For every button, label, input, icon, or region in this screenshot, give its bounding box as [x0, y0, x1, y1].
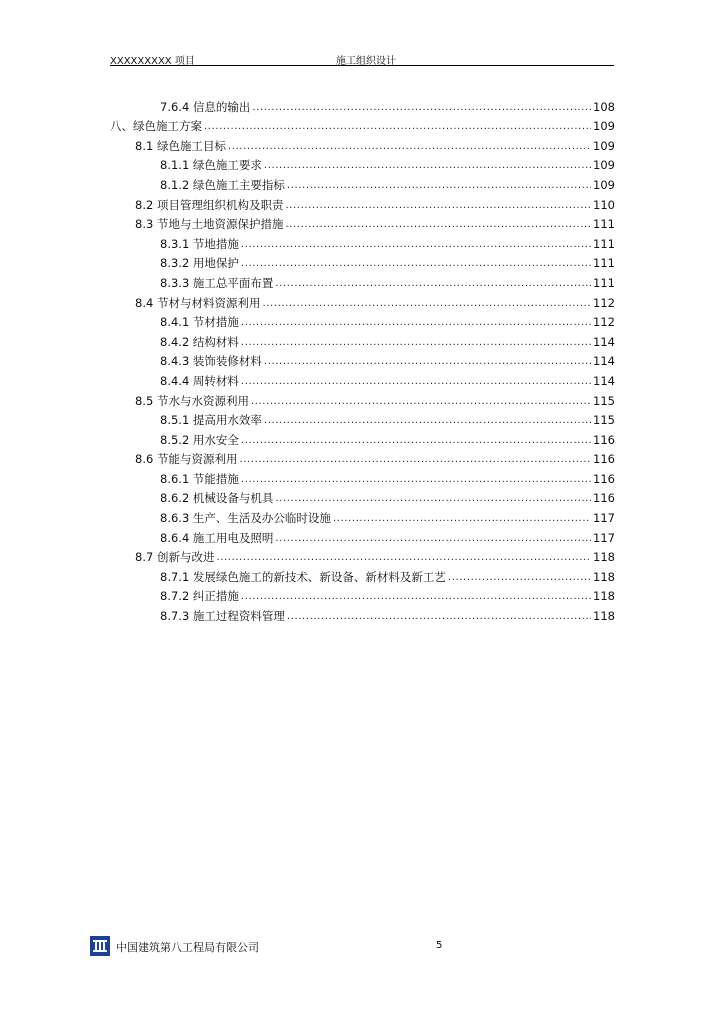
page-footer: [90, 936, 620, 958]
toc-entry-page: 111: [593, 236, 615, 251]
toc-dot-leader: [204, 121, 591, 133]
toc-entry-label: 8.6.1 节能措施: [160, 471, 239, 486]
toc-entry[interactable]: [110, 545, 615, 565]
toc-entry-page: 111: [593, 217, 615, 232]
toc-entry-label: 8.4.3 装饰装修材料: [160, 354, 262, 369]
toc-dot-leader: [275, 533, 591, 545]
header-document-title: 施工组织设计: [336, 56, 396, 67]
toc-entry-page: 118: [593, 589, 615, 604]
toc-entry-label: 8.6.3 生产、生活及办公临时设施: [160, 511, 331, 526]
toc-entry-label: 8.4.1 节材措施: [160, 315, 239, 330]
toc-entry[interactable]: [110, 466, 615, 486]
toc-dot-leader: [241, 474, 591, 486]
toc-entry-page: 111: [593, 275, 615, 290]
toc-entry-page: 110: [593, 197, 615, 212]
toc-entry-page: 117: [593, 530, 615, 545]
toc-entry-page: 114: [593, 334, 615, 349]
toc-entry-label: 7.6.4 信息的输出: [160, 99, 251, 114]
toc-entry[interactable]: [110, 251, 615, 271]
toc-dot-leader: [241, 317, 591, 329]
toc-entry[interactable]: [110, 603, 615, 623]
toc-entry[interactable]: [110, 427, 615, 447]
cscec-logo-icon: [90, 936, 110, 956]
toc-dot-leader: [241, 591, 591, 603]
toc-dot-leader: [275, 493, 591, 505]
toc-entry-page: 116: [593, 491, 615, 506]
toc-entry-label: 8.5.1 提高用水效率: [160, 413, 262, 428]
toc-entry-label: 8.1.1 绿色施工要求: [160, 158, 262, 173]
toc-entry-label: 8.1.2 绿色施工主要指标: [160, 177, 285, 192]
header-rule: [110, 65, 614, 66]
toc-entry-label: 8.1 绿色施工目标: [135, 138, 226, 153]
toc-dot-leader: [241, 435, 591, 447]
toc-entry[interactable]: [110, 212, 615, 232]
toc-dot-leader: [264, 160, 591, 172]
toc-entry[interactable]: [110, 447, 615, 467]
toc-dot-leader: [264, 415, 591, 427]
toc-entry[interactable]: [110, 408, 615, 428]
toc-entry-page: 115: [593, 393, 615, 408]
toc-entry[interactable]: [110, 133, 615, 153]
toc-entry[interactable]: [110, 564, 615, 584]
toc-dot-leader: [228, 141, 591, 153]
toc-entry-page: 116: [593, 471, 615, 486]
page-header: [110, 50, 614, 66]
toc-dot-leader: [333, 513, 591, 525]
toc-dot-leader: [285, 219, 591, 231]
toc-entry-label: 8.3.1 节地措施: [160, 236, 239, 251]
toc-entry-label: 8.3 节地与土地资源保护措施: [135, 217, 284, 232]
toc-entry[interactable]: [110, 270, 615, 290]
toc-entry-label: 8.7.1 发展绿色施工的新技术、新设备、新材料及新工艺: [160, 569, 446, 584]
toc-entry-label: 8.3.2 用地保护: [160, 256, 239, 271]
toc-entry-page: 118: [593, 609, 615, 624]
toc-entry-page: 116: [593, 452, 615, 467]
toc-entry-label: 8.4 节材与材料资源利用: [135, 295, 261, 310]
footer-company-name: 中国建筑第八工程局有限公司: [116, 941, 259, 954]
toc-entry[interactable]: [110, 290, 615, 310]
toc-entry-label: 8.4.4 周转材料: [160, 373, 239, 388]
toc-dot-leader: [287, 180, 591, 192]
toc-entry-page: 112: [593, 315, 615, 330]
toc-entry-page: 109: [593, 158, 615, 173]
toc-entry[interactable]: [110, 153, 615, 173]
toc-entry-page: 109: [593, 177, 615, 192]
table-of-contents: [110, 94, 615, 623]
toc-entry[interactable]: [110, 368, 615, 388]
toc-dot-leader: [241, 258, 591, 270]
toc-entry-label: 8.6.4 施工用电及照明: [160, 530, 274, 545]
toc-entry-label: 8.3.3 施工总平面布置: [160, 275, 274, 290]
toc-dot-leader: [264, 356, 591, 368]
toc-entry-page: 111: [593, 256, 615, 271]
toc-entry-label: 8.7.2 纠正措施: [160, 589, 239, 604]
toc-entry[interactable]: [110, 388, 615, 408]
toc-entry[interactable]: [110, 329, 615, 349]
toc-entry[interactable]: [110, 525, 615, 545]
toc-entry-label: 8.5.2 用水安全: [160, 432, 239, 447]
toc-entry-page: 109: [593, 119, 615, 134]
toc-dot-leader: [241, 376, 591, 388]
toc-dot-leader: [262, 298, 591, 310]
toc-entry-page: 112: [593, 295, 615, 310]
toc-entry[interactable]: [110, 94, 615, 114]
header-project-name: XXXXXXXXX 项目: [110, 56, 195, 67]
toc-dot-leader: [287, 611, 591, 623]
toc-entry[interactable]: [110, 231, 615, 251]
toc-dot-leader: [239, 454, 591, 466]
toc-entry-label: 8.7.3 施工过程资料管理: [160, 609, 285, 624]
toc-dot-leader: [275, 278, 591, 290]
toc-entry-page: 108: [593, 99, 615, 114]
toc-entry-label: 8.4.2 结构材料: [160, 334, 239, 349]
toc-entry[interactable]: [110, 505, 615, 525]
toc-entry-label: 8.6.2 机械设备与机具: [160, 491, 274, 506]
toc-dot-leader: [241, 337, 591, 349]
toc-entry[interactable]: [110, 172, 615, 192]
toc-entry[interactable]: [110, 584, 615, 604]
toc-entry[interactable]: [110, 349, 615, 369]
toc-dot-leader: [241, 239, 591, 251]
toc-dot-leader: [448, 572, 591, 584]
toc-entry-page: 118: [593, 569, 615, 584]
toc-dot-leader: [216, 552, 591, 564]
toc-entry-page: 117: [593, 511, 615, 526]
toc-dot-leader: [252, 102, 591, 114]
toc-entry[interactable]: [110, 114, 615, 134]
toc-entry[interactable]: [110, 192, 615, 212]
toc-entry-label: 8.6 节能与资源利用: [135, 452, 238, 467]
toc-entry-page: 118: [593, 550, 615, 565]
toc-entry-label: 8.5 节水与水资源利用: [135, 393, 249, 408]
toc-dot-leader: [251, 396, 591, 408]
toc-entry-label: 8.2 项目管理组织机构及职责: [135, 197, 284, 212]
toc-entry-page: 114: [593, 354, 615, 369]
toc-entry-label: 8.7 创新与改进: [135, 550, 215, 565]
page-number: 5: [436, 940, 443, 951]
toc-entry[interactable]: [110, 310, 615, 330]
toc-dot-leader: [285, 200, 591, 212]
toc-entry-page: 114: [593, 373, 615, 388]
toc-entry-page: 109: [593, 138, 615, 153]
toc-entry[interactable]: [110, 486, 615, 506]
toc-entry-page: 115: [593, 413, 615, 428]
toc-entry-label: 八、绿色施工方案: [110, 119, 202, 134]
toc-entry-page: 116: [593, 432, 615, 447]
